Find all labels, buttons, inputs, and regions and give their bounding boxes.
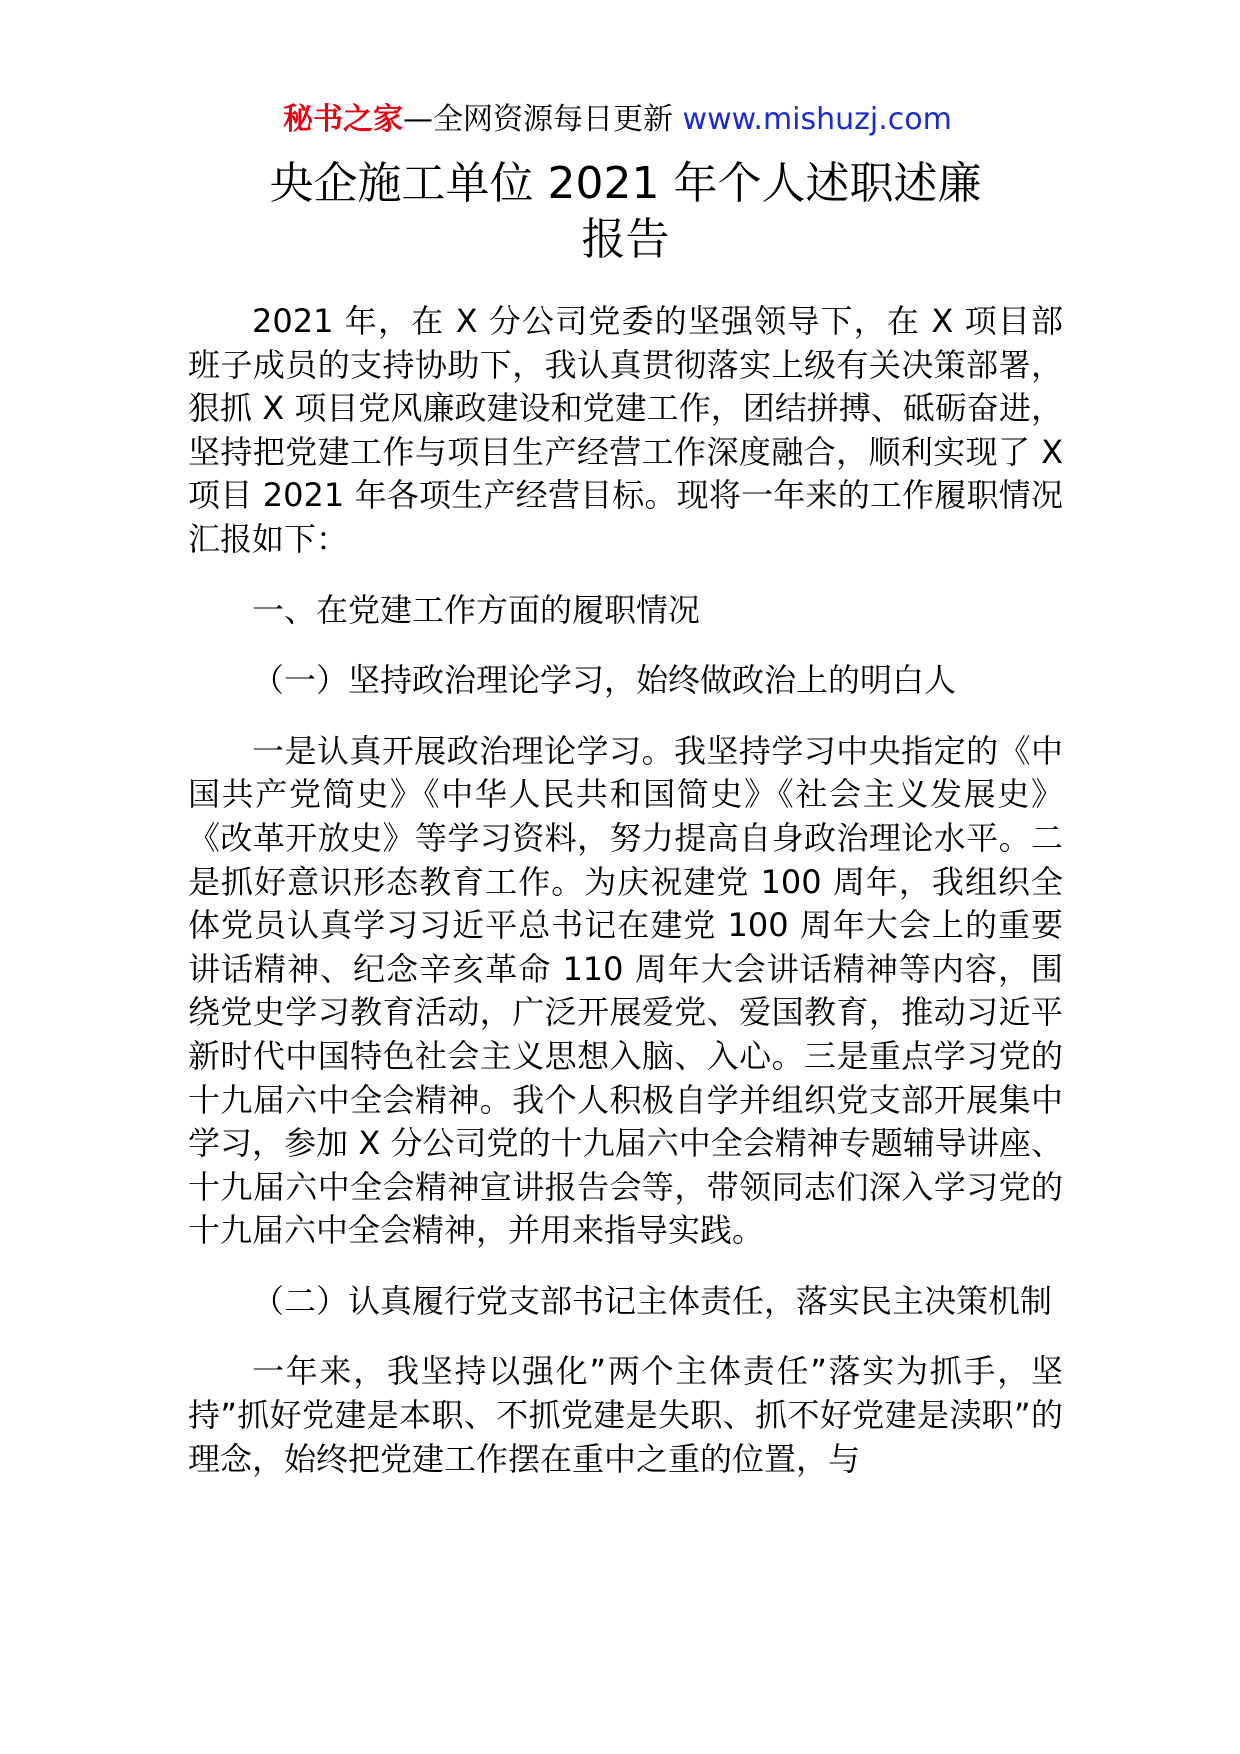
paragraph-responsibility: 一年来，我坚持以强化”两个主体责任”落实为抓手，坚持”抓好党建是本职、不抓党建是失职、抓不好党建是渎职”的理念，始终把党建工作摆在重中之重的位置，与 — [188, 1352, 1063, 1478]
site-url: www.mishuzj.com — [682, 102, 952, 137]
site-brand: 秘书之家 — [283, 102, 403, 137]
title-line-1: 央企施工单位 2021 年个人述职述廉 — [269, 158, 982, 209]
subsection-heading-1: （一）坚持政治理论学习，始终做政治上的明白人 — [252, 661, 957, 700]
document-body — [188, 300, 1063, 1508]
paragraph-intro: 2021 年，在 X 分公司党委的坚强领导下，在 X 项目部班子成员的支持协助下，我认真贯彻落实上级有关决策部署，狠抓 X 项目党风廉政建设和党建工作，团结拼搏、砥砺奋进，坚持把党建工作与项目生产经营工作深度融合，顺利实现了 X 项目 2021 年各项生产经营目标。现将一年来的工作履职情况汇报如下： — [188, 302, 1063, 558]
site-tagline: —全网资源每日更新 — [403, 102, 683, 137]
section-heading-1: 一、在党建工作方面的履职情况 — [252, 590, 701, 629]
title-line-2: 报告 — [581, 214, 670, 265]
paragraph-study: 一是认真开展政治理论学习。我坚持学习中央指定的《中国共产党简史》《中华人民共和国简史》《社会主义发展史》《改革开放史》等学习资料，努力提高自身政治理论水平。二是抓好意识形态教育工作。为庆祝建党 100 周年，我组织全体党员认真学习习近平总书记在建党 100 周年大会上的重要讲话精神、纪念辛亥革命 110 周年大会讲话精神等内容，围绕党史学习教育活动，广泛开展爱党、爱国教育，推动习近平新时代中国特色社会主义思想入脑、入心。三是重点学习党的十九届六中全会精神。我个人积极自学并组织党支部开展集中学习，参加 X 分公司党的十九届六中全会精神专题辅导讲座、十九届六中全会精神宣讲报告会等，带领同志们深入学习党的十九届六中全会精神，并用来指导实践。 — [188, 731, 1063, 1250]
subsection-heading-2: （二）认真履行党支部书记主体责任，落实民主决策机制 — [252, 1281, 1053, 1320]
document-title — [188, 156, 1063, 268]
site-header — [283, 100, 1043, 140]
